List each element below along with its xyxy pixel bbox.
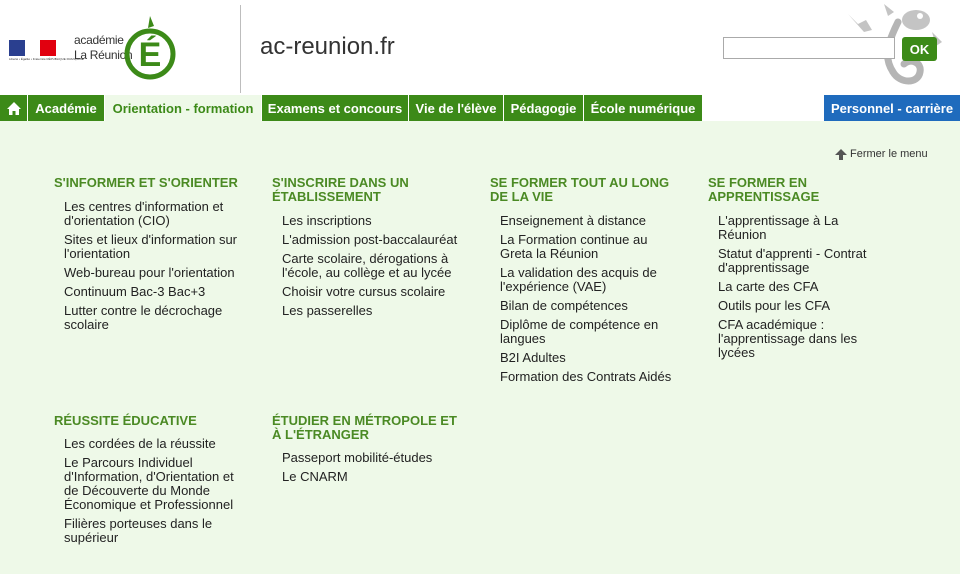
- menu-link[interactable]: Outils pour les CFA: [718, 298, 830, 313]
- menu-link[interactable]: Choisir votre cursus scolaire: [282, 284, 446, 299]
- menu-link[interactable]: Sites et lieux d'information sur l'orientation: [64, 232, 238, 261]
- nav-item-ecole-numerique[interactable]: École numérique: [583, 95, 702, 121]
- site-header: [0, 0, 960, 95]
- section-title-former-vie[interactable]: SE FORMER TOUT AU LONG DE LA VIE: [490, 175, 670, 204]
- logo-letter: É: [138, 36, 162, 74]
- section-links-former-vie: [500, 214, 680, 389]
- academy-e-logo-icon[interactable]: [124, 14, 176, 82]
- menu-link[interactable]: Les cordées de la réussite: [64, 436, 216, 451]
- close-menu-link[interactable]: [835, 148, 928, 160]
- section-links-inscrire-etablissement: [282, 214, 467, 323]
- search-input[interactable]: [723, 37, 895, 59]
- menu-link[interactable]: Continuum Bac-3 Bac+3: [64, 284, 206, 299]
- republique-francaise-logo[interactable]: [9, 40, 84, 66]
- nav-item-orientation-formation[interactable]: Orientation - formation: [104, 95, 261, 121]
- header-divider: [240, 5, 241, 93]
- close-menu-label: Fermer le menu: [850, 148, 928, 160]
- menu-link[interactable]: Diplôme de compétence en langues: [500, 317, 659, 346]
- home-icon: [6, 101, 22, 116]
- menu-link[interactable]: Le Parcours Individuel d'Information, d'Orientation et de Découverte du Monde Économique et Professionnel: [64, 455, 234, 512]
- menu-link[interactable]: La Formation continue au Greta la Réunion: [500, 232, 648, 261]
- menu-link[interactable]: Filières porteuses dans le supérieur: [64, 516, 213, 545]
- section-title-inscrire-etablissement[interactable]: S'INSCRIRE DANS UN ÉTABLISSEMENT: [272, 175, 409, 204]
- menu-link[interactable]: Bilan de compétences: [500, 298, 628, 313]
- flag-motto: Liberté • Égalité • Fraternité RÉPUBLIQUE FRANÇAISE: [9, 57, 84, 61]
- menu-link[interactable]: Le CNARM: [282, 469, 348, 484]
- menu-link[interactable]: La carte des CFA: [718, 279, 819, 294]
- site-name[interactable]: ac-reunion.fr: [260, 33, 395, 60]
- academy-line2: La Réunion: [74, 48, 133, 62]
- menu-link[interactable]: CFA académique : l'apprentissage dans les lycées: [718, 317, 858, 360]
- section-title-reussite-educative[interactable]: RÉUSSITE ÉDUCATIVE: [54, 413, 197, 428]
- menu-link[interactable]: Les inscriptions: [282, 213, 372, 228]
- menu-link[interactable]: B2I Adultes: [500, 350, 566, 365]
- menu-link[interactable]: Les passerelles: [282, 303, 373, 318]
- menu-link[interactable]: Statut d'apprenti - Contrat d'apprentissage: [718, 246, 867, 275]
- nav-item-academie[interactable]: Académie: [27, 95, 104, 121]
- section-title-apprentissage[interactable]: SE FORMER EN APPRENTISSAGE: [708, 175, 820, 204]
- menu-link[interactable]: La validation des acquis de l'expérience (VAE): [500, 265, 657, 294]
- academy-line1: académie: [74, 33, 124, 47]
- menu-link[interactable]: Les centres d'information et d'orientation (CIO): [64, 199, 224, 228]
- nav-item-personnel-carriere[interactable]: Personnel - carrière: [824, 95, 960, 121]
- menu-link[interactable]: Passeport mobilité-études: [282, 450, 433, 465]
- nav-item-examens-concours[interactable]: Examens et concours: [261, 95, 408, 121]
- nav-home[interactable]: [0, 95, 27, 121]
- main-navigation: [0, 95, 960, 121]
- menu-link[interactable]: L'admission post-baccalauréat: [282, 232, 458, 247]
- nav-item-vie-eleve[interactable]: Vie de l'élève: [408, 95, 503, 121]
- section-links-etudier-metropole: [282, 451, 467, 489]
- menu-link[interactable]: Formation des Contrats Aidés: [500, 369, 672, 384]
- section-links-reussite-educative: [64, 437, 244, 550]
- close-menu-arrow-icon: [835, 149, 847, 160]
- menu-link[interactable]: Web-bureau pour l'orientation: [64, 265, 235, 280]
- menu-link[interactable]: L'apprentissage à La Réunion: [718, 213, 839, 242]
- section-links-informer-orienter: [64, 200, 244, 337]
- search-ok-button[interactable]: OK: [902, 37, 937, 61]
- section-links-apprentissage: [718, 214, 888, 365]
- section-title-etudier-metropole[interactable]: ÉTUDIER EN MÉTROPOLE ET À L'ÉTRANGER: [272, 413, 457, 442]
- nav-item-pedagogie[interactable]: Pédagogie: [503, 95, 583, 121]
- section-title-informer-orienter[interactable]: S'INFORMER ET S'ORIENTER: [54, 175, 238, 190]
- menu-link[interactable]: Carte scolaire, dérogations à l'école, au collège et au lycée: [282, 251, 452, 280]
- menu-link[interactable]: Lutter contre le décrochage scolaire: [64, 303, 223, 332]
- menu-link[interactable]: Enseignement à distance: [500, 213, 646, 228]
